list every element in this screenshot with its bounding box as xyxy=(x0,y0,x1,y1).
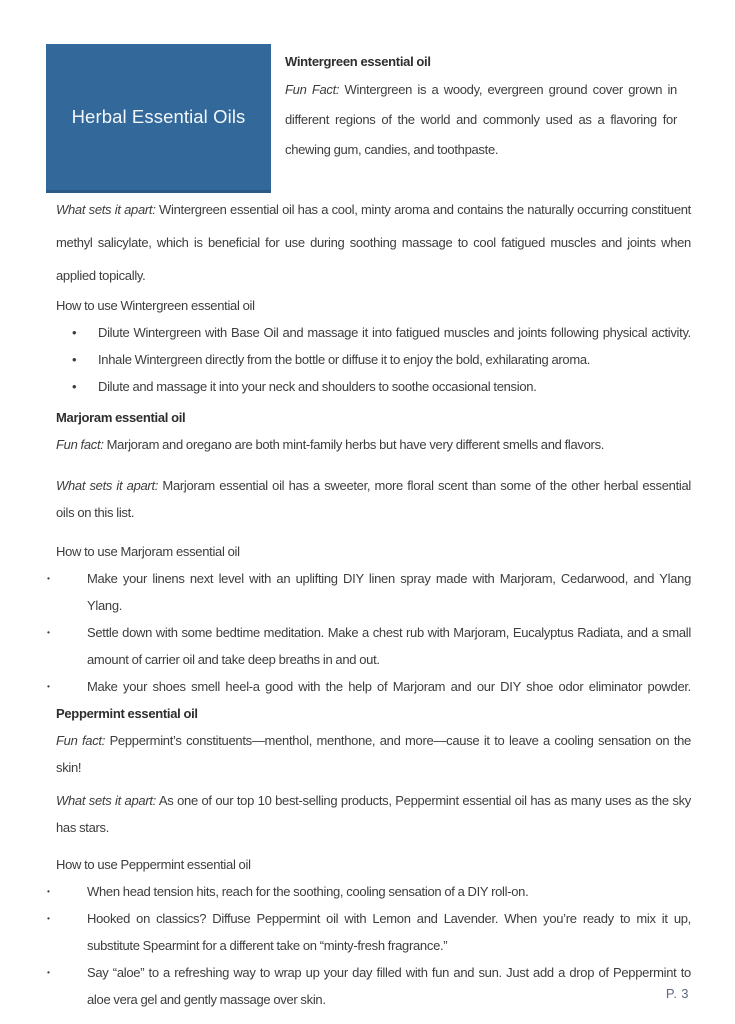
peppermint-what-sets xyxy=(56,787,691,841)
text-line: • Say “aloe” to a refreshing way to wrap up your day filled with fun and sun. Just add a drop of Peppermint to xyxy=(87,965,691,980)
text-line: substitute Spearmint for a different take on “minty-fresh fragrance.” xyxy=(87,938,448,953)
bullet-list-item xyxy=(56,319,691,346)
what-sets-text: Marjoram essential oil has a sweeter, more floral scent than some of the other herbal essential xyxy=(162,478,691,493)
text-line: oils on this list. xyxy=(56,505,135,520)
fun-fact-text: Peppermint’s constituents—menthol, menthone, and more—cause it to leave a cooling sensation on the xyxy=(109,733,691,748)
peppermint-howto-list xyxy=(56,878,691,1013)
text-line xyxy=(56,727,691,754)
text-line: • Settle down with some bedtime meditation. Make a chest rub with Marjoram, Eucalyptus Radiata, and a small xyxy=(87,625,691,640)
wintergreen-what-sets xyxy=(56,193,691,292)
fun-fact-label: Fun fact: xyxy=(56,437,104,452)
text-line xyxy=(56,472,691,499)
wintergreen-howto-title: How to use Wintergreen essential oil xyxy=(56,298,255,313)
text-line: • Hooked on classics? Diffuse Peppermint oil with Lemon and Lavender. When you’re ready to mix it up, xyxy=(87,911,691,926)
text-line: • When head tension hits, reach for the soothing, cooling sensation of a DIY roll-on. xyxy=(87,884,529,899)
text-line: different regions of the world and commonly used as a flavoring for xyxy=(285,112,677,127)
what-sets-label: What sets it apart: xyxy=(56,202,156,217)
bullet-list-item xyxy=(56,619,691,673)
text-line: methyl salicylate, which is beneficial for use during soothing massage to cool fatigued muscles and joints when xyxy=(56,235,691,250)
bullet-list-item xyxy=(56,959,691,1013)
bullet-list-item xyxy=(56,565,691,619)
text-line: chewing gum, candies, and toothpaste. xyxy=(285,142,499,157)
bullet-list-item xyxy=(56,905,691,959)
title-badge xyxy=(46,44,271,193)
peppermint-fun-fact xyxy=(56,727,691,781)
page-number: P. 3 xyxy=(665,986,689,1001)
fun-fact-label: Fun fact: xyxy=(56,733,106,748)
what-sets-label: What sets it apart: xyxy=(56,478,159,493)
fun-fact-text: Wintergreen is a woody, evergreen ground cover grown in xyxy=(344,82,677,97)
text-line: Ylang. xyxy=(87,598,123,613)
text-line: aloe vera gel and gently massage over skin. xyxy=(87,992,326,1007)
marjoram-howto-list xyxy=(56,565,691,700)
document-body xyxy=(56,193,691,1013)
page-title: Herbal Essential Oils xyxy=(71,106,246,127)
what-sets-label: What sets it apart: xyxy=(56,793,156,808)
bullet-list-item xyxy=(56,673,691,700)
text-line: amount of carrier oil and take deep breaths in and out. xyxy=(87,652,380,667)
peppermint-heading: Peppermint essential oil xyxy=(56,706,198,721)
bullet-list-item xyxy=(56,878,691,905)
text-line: • Inhale Wintergreen directly from the bottle or diffuse it to enjoy the bold, exhilarating aroma. xyxy=(98,352,591,367)
bullet-list-item xyxy=(56,346,691,373)
text-line: • Make your shoes smell heel-a good with the help of Marjoram and our DIY shoe odor eliminator powder. xyxy=(87,679,691,694)
text-line: skin! xyxy=(56,760,82,775)
bullet-list-item xyxy=(56,373,691,400)
text-line: • Dilute Wintergreen with Base Oil and massage it into fatigued muscles and joints following physical activity. xyxy=(98,325,691,340)
marjoram-what-sets xyxy=(56,472,691,526)
what-sets-text: As one of our top 10 best-selling products, Peppermint essential oil has as many uses as the sky xyxy=(158,793,691,808)
fun-fact-text: Marjoram and oregano are both mint-family herbs but have very different smells and flavors. xyxy=(106,437,605,452)
wintergreen-intro xyxy=(285,44,691,193)
text-line xyxy=(285,75,677,105)
wintergreen-fun-fact xyxy=(285,75,677,165)
text-line xyxy=(56,193,691,226)
peppermint-howto-title: How to use Peppermint essential oil xyxy=(56,857,251,872)
marjoram-fun-fact xyxy=(56,431,691,458)
text-line: has stars. xyxy=(56,820,110,835)
page-header xyxy=(0,0,735,193)
text-line: applied topically. xyxy=(56,268,146,283)
marjoram-heading: Marjoram essential oil xyxy=(56,410,186,425)
marjoram-howto-title: How to use Marjoram essential oil xyxy=(56,544,240,559)
text-line xyxy=(56,787,691,814)
text-line: • Make your linens next level with an uplifting DIY linen spray made with Marjoram, Cedarwood, and Ylang xyxy=(87,571,691,586)
wintergreen-heading: Wintergreen essential oil xyxy=(285,54,431,69)
text-line xyxy=(56,431,691,458)
fun-fact-label: Fun Fact: xyxy=(285,82,340,97)
what-sets-text: Wintergreen essential oil has a cool, minty aroma and contains the naturally occurring constituent xyxy=(159,202,691,217)
wintergreen-howto-list xyxy=(56,319,691,400)
text-line: • Dilute and massage it into your neck and shoulders to soothe occasional tension. xyxy=(98,379,537,394)
